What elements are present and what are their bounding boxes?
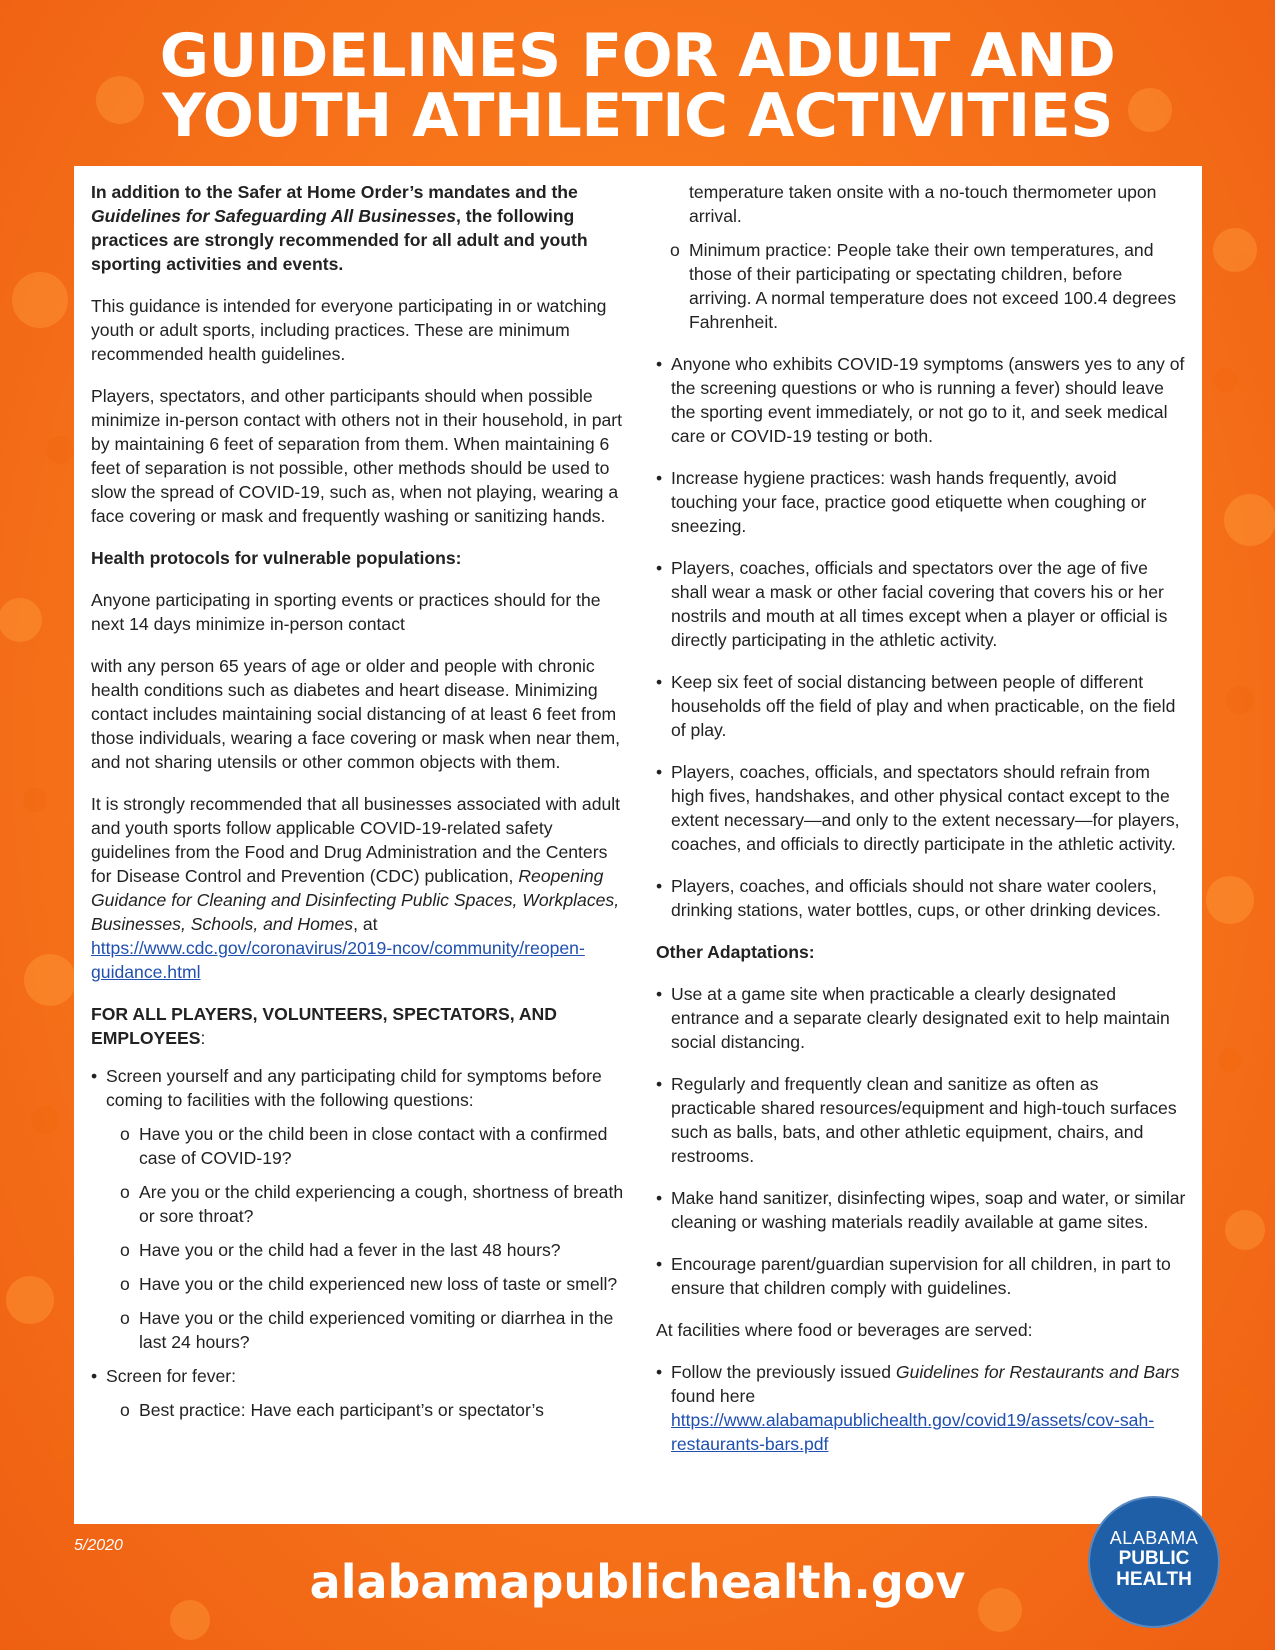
list-item: o Have you or the child experienced vomiting or diarrhea in the last 24 hours? [106, 1306, 631, 1354]
logo-line-2: PUBLIC [1118, 1548, 1190, 1569]
other-adaptations-heading: Other Adaptations: [656, 942, 815, 962]
publication-date: 5/2020 [74, 1537, 123, 1554]
food-list [656, 1360, 1186, 1456]
list-item: o Minimum practice: People take their own temperatures, and those of their participating or spectating children, before arriving. A normal temperature does not exceed 100.4 degrees Fahrenheit. [656, 238, 1186, 334]
list-item: • Anyone who exhibits COVID-19 symptoms (answers yes to any of the screening questions or who is running a fever) should leave the sporting event immediately, or not go to it, and seek medical care or COVID-19 testing or both. [656, 352, 1186, 448]
best-practice-continuation: temperature taken onsite with a no-touch thermometer upon arrival. [689, 182, 1157, 226]
list-item [91, 1064, 631, 1354]
distancing-paragraph: Players, spectators, and other participants should when possible minimize in-person contact with others not in their household, in part by maintaining 6 feet of separation from them. When maintaining 6 feet of separation is not possible, other methods should be used to slow the spread of COVID-19, such as, when not playing, wearing a face covering or mask and frequently washing or sanitizing hands. [91, 386, 623, 526]
all-heading-text: FOR ALL PLAYERS, VOLUNTEERS, SPECTATORS, AND EMPLOYEES [91, 1004, 557, 1048]
logo-line-1: ALABAMA [1109, 1528, 1199, 1548]
intro-paragraph [91, 180, 631, 276]
intro-text-end: , the following practices are strongly recommended for all adult and youth sporting activities and events. [91, 206, 588, 274]
restaurants-guidelines-link[interactable]: https://www.alabamapublichealth.gov/covid19/assets/cov-sah-restaurants-bars.pdf [671, 1410, 1155, 1454]
list-item: o Are you or the child experiencing a cough, shortness of breath or sore throat? [106, 1180, 631, 1228]
website-url[interactable]: alabamapublichealth.gov [309, 1555, 966, 1609]
all-heading-colon: : [200, 1028, 206, 1048]
minimum-practice-list [656, 238, 1186, 334]
alabama-public-health-logo [1088, 1496, 1220, 1628]
cdc-text-at: , at [353, 914, 378, 934]
screening-list [91, 1064, 631, 1422]
fever-bullet-text: Screen for fever: [106, 1366, 237, 1386]
intro-doc-title: Guidelines for Safeguarding All Businesses [91, 206, 456, 226]
list-item: o Have you or the child had a fever in the last 48 hours? [106, 1238, 631, 1262]
right-column [656, 180, 1186, 1474]
list-item: • Regularly and frequently clean and sanitize as often as practicable shared resources/equipment and high-touch surfaces such as balls, bats, and other athletic equipment, chairs, and restrooms. [656, 1072, 1186, 1168]
content-panel [74, 166, 1202, 1524]
logo-line-3: HEALTH [1116, 1569, 1192, 1590]
list-item: • Make hand sanitizer, disinfecting wipes, soap and water, or similar cleaning or washing materials readily available at game sites. [656, 1186, 1186, 1234]
list-item: • Keep six feet of social distancing between people of different households off the field of play and when practicable, on the field of play. [656, 670, 1186, 742]
list-item [91, 1364, 631, 1422]
vulnerable-paragraph-2: with any person 65 years of age or older and people with chronic health conditions such as diabetes and heart disease. Minimizing contact includes maintaining social distancing of at least 6 feet from those individuals, wearing a face covering or mask when near them, and not sharing utensils or other common objects with them. [91, 656, 621, 772]
cdc-guidance-link[interactable]: https://www.cdc.gov/coronavirus/2019-ncov/community/reopen-guidance.html [91, 938, 585, 982]
list-item: • Players, coaches, and officials should not share water coolers, drinking stations, water bottles, cups, or other drinking devices. [656, 874, 1186, 922]
adaptations-list [656, 982, 1186, 1300]
food-text-here: found here [671, 1386, 756, 1406]
protocol-list [656, 352, 1186, 922]
fever-sub-list [106, 1398, 631, 1422]
cdc-publication-title: Reopening Guidance for Cleaning and Disinfecting Public Spaces, Workplaces, Businesses, Schools, and Homes [91, 866, 620, 934]
title-line-1: GUIDELINES FOR ADULT AND [159, 21, 1116, 91]
list-item: o Best practice: Have each participant’s or spectator’s [106, 1398, 631, 1422]
questions-list [106, 1122, 631, 1354]
list-item: • Players, coaches, officials, and spectators should refrain from high fives, handshakes, and other physical contact except to the extent necessary—and only to the extent necessary—for players, coaches, and officials to directly participate in the athletic activity. [656, 760, 1186, 856]
cdc-paragraph [91, 792, 631, 984]
all-participants-heading [91, 1002, 631, 1050]
food-intro: At facilities where food or beverages are served: [656, 1320, 1033, 1340]
cdc-text: It is strongly recommended that all businesses associated with adult and youth sports follow applicable COVID-19-related safety guidelines from the Food and Drug Administration and the Centers for Disease Control and Prevention (CDC) publication, [91, 794, 621, 886]
left-column [91, 180, 631, 1438]
list-item [656, 1360, 1186, 1456]
screen-bullet-text: Screen yourself and any participating child for symptoms before coming to facilities with the following questions: [106, 1066, 602, 1110]
restaurant-guidelines-title: Guidelines for Restaurants and Bars [895, 1362, 1180, 1382]
list-item: • Increase hygiene practices: wash hands frequently, avoid touching your face, practice good etiquette when coughing or sneezing. [656, 466, 1186, 538]
title-line-2: YOUTH ATHLETIC ACTIVITIES [162, 81, 1113, 151]
list-item: o Have you or the child experienced new loss of taste or smell? [106, 1272, 631, 1296]
list-item: • Players, coaches, officials and spectators over the age of five shall wear a mask or other facial covering that covers his or her nostrils and mouth at all times except when a player or official is directly participating in the athletic activity. [656, 556, 1186, 652]
intro-text: In addition to the Safer at Home Order’s mandates and the [91, 182, 578, 202]
vulnerable-heading: Health protocols for vulnerable populations: [91, 548, 462, 568]
list-item: o Have you or the child been in close contact with a confirmed case of COVID-19? [106, 1122, 631, 1170]
food-text: Follow the previously issued [671, 1362, 896, 1382]
vulnerable-paragraph-1: Anyone participating in sporting events or practices should for the next 14 days minimize in-person contact [91, 590, 601, 634]
list-item: • Use at a game site when practicable a clearly designated entrance and a separate clearly designated exit to help maintain social distancing. [656, 982, 1186, 1054]
list-item: • Encourage parent/guardian supervision for all children, in part to ensure that children comply with guidelines. [656, 1252, 1186, 1300]
guidance-paragraph: This guidance is intended for everyone participating in or watching youth or adult sports, including practices. These are minimum recommended health guidelines. [91, 296, 607, 364]
page-title [0, 21, 1275, 151]
